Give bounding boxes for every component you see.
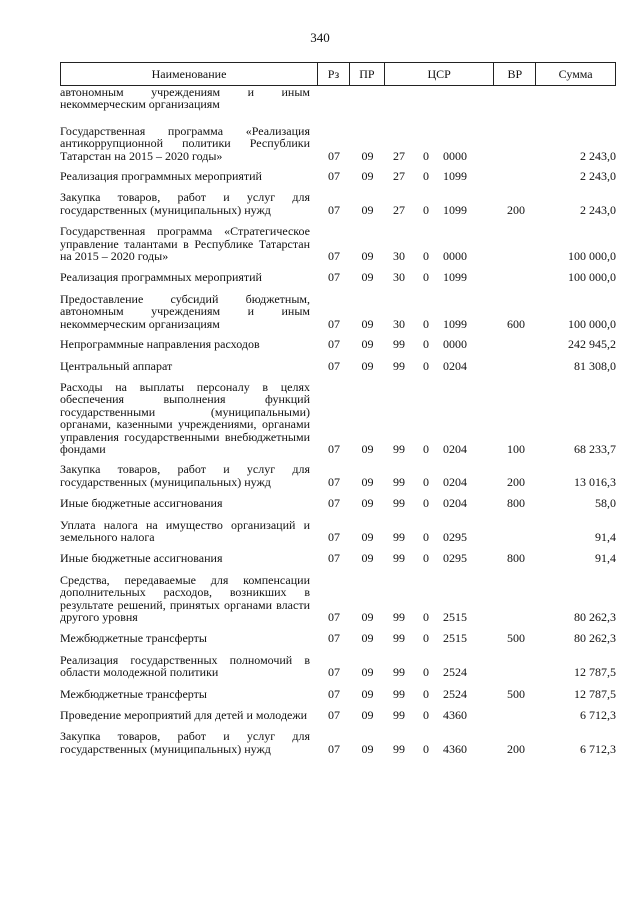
row-pr: 09 — [361, 358, 374, 373]
row-name: Реализация программных мероприятий — [60, 169, 262, 184]
row-sum: 68 233,7 — [574, 441, 616, 456]
row-name: Предоставление субсидий бюджетным, автономным учреждениям и иным некоммерческим организациям — [60, 291, 310, 331]
header-vr: ВР — [494, 63, 536, 85]
row-rz: 07 — [328, 474, 340, 489]
row-csr-code: 0204 — [443, 358, 467, 373]
header-csr: ЦСР — [385, 63, 495, 85]
row-vr: 200 — [507, 474, 525, 489]
row-pr: 09 — [361, 474, 374, 489]
row-name: Центральный аппарат — [60, 358, 173, 373]
row-csr-code: 0000 — [443, 148, 467, 163]
row-name: Государственная программа «Стратегическое управление талантами в Республике Татарстан на 2015 – 2020 годы» — [60, 224, 310, 264]
header-rz: Рз — [318, 63, 350, 85]
row-pr: 09 — [361, 741, 374, 756]
row-csr-sub: 0 — [423, 551, 429, 566]
row-name: автономным учреждениям и иным некоммерческим организациям — [60, 85, 310, 112]
table-row — [60, 654, 616, 679]
row-csr-program: 99 — [393, 686, 405, 701]
table-row — [60, 730, 616, 755]
row-csr-sub: 0 — [423, 270, 429, 285]
row-sum: 80 262,3 — [574, 610, 616, 624]
row-sum: 6 712,3 — [580, 741, 616, 756]
row-sum: 2 243,0 — [580, 148, 616, 163]
row-sum: 6 712,3 — [580, 708, 616, 723]
row-csr-code: 0000 — [443, 337, 467, 352]
row-pr: 09 — [361, 551, 374, 566]
table-row — [60, 688, 616, 700]
row-vr: 100 — [507, 441, 525, 456]
row-pr: 09 — [361, 270, 374, 285]
row-csr-sub: 0 — [423, 202, 429, 217]
row-vr: 200 — [507, 202, 525, 217]
row-name: Межбюджетные трансферты — [60, 686, 207, 701]
row-pr: 09 — [361, 337, 374, 352]
row-name: Проведение мероприятий для детей и молодежи — [60, 708, 308, 723]
row-name: Расходы на выплаты персоналу в целях обеспечения выполнения функций государственными (муниципальными) органами, казенными учреждениями, органами управления государственными внебюджетными фондами — [60, 379, 310, 456]
row-csr-program: 99 — [393, 337, 405, 352]
row-vr: 800 — [507, 551, 525, 566]
row-csr-sub: 0 — [423, 316, 429, 331]
row-sum: 100 000,0 — [568, 316, 616, 331]
row-csr-code: 4360 — [443, 708, 467, 723]
row-rz: 07 — [328, 337, 340, 352]
table-row — [60, 709, 616, 721]
row-csr-sub: 0 — [423, 148, 429, 163]
row-csr-code: 0204 — [443, 474, 467, 489]
row-pr: 09 — [361, 202, 374, 217]
table-row — [60, 170, 616, 182]
row-rz: 07 — [328, 441, 340, 456]
row-csr-code: 0204 — [443, 441, 467, 456]
row-pr: 09 — [361, 708, 374, 723]
row-sum: 242 945,2 — [568, 337, 616, 352]
row-csr-program: 30 — [393, 270, 405, 285]
row-csr-program: 99 — [393, 474, 405, 489]
table-row — [60, 125, 616, 162]
row-rz: 07 — [328, 686, 340, 701]
row-rz: 07 — [328, 741, 340, 756]
row-vr: 800 — [507, 496, 525, 511]
header-sum: Сумма — [558, 66, 593, 81]
row-sum: 80 262,3 — [574, 631, 616, 646]
row-name: Иные бюджетные ассигнования — [60, 551, 223, 566]
row-csr-sub: 0 — [423, 496, 429, 511]
row-csr-sub: 0 — [423, 337, 429, 352]
row-csr-code: 1099 — [443, 169, 467, 184]
row-rz: 07 — [328, 610, 340, 624]
page-number: 340 — [310, 30, 330, 45]
row-pr: 09 — [361, 441, 374, 456]
row-csr-code: 1099 — [443, 270, 467, 285]
row-csr-code: 0295 — [443, 551, 467, 566]
row-csr-program: 99 — [393, 610, 405, 624]
row-rz: 07 — [328, 249, 340, 264]
row-csr-sub: 0 — [423, 529, 429, 544]
row-csr-program: 99 — [393, 631, 405, 646]
row-csr-code: 1099 — [443, 316, 467, 331]
row-csr-code: 2515 — [443, 610, 467, 624]
table-body — [60, 86, 616, 755]
table-row — [60, 271, 616, 283]
table-row — [60, 293, 616, 330]
table-row — [60, 191, 616, 216]
table-row — [60, 552, 616, 564]
row-csr-sub: 0 — [423, 631, 429, 646]
row-csr-program: 27 — [393, 169, 405, 184]
row-pr: 09 — [361, 249, 374, 264]
header-name: Наименование — [61, 63, 318, 85]
row-name: Закупка товаров, работ и услуг для государственных (муниципальных) нужд — [60, 190, 310, 217]
row-rz: 07 — [328, 358, 340, 373]
row-csr-code: 2515 — [443, 631, 467, 646]
row-rz: 07 — [328, 665, 340, 680]
row-csr-program: 99 — [393, 441, 405, 456]
row-sum: 2 243,0 — [580, 169, 616, 184]
row-csr-sub: 0 — [423, 169, 429, 184]
row-rz: 07 — [328, 708, 340, 723]
row-csr-code: 0204 — [443, 496, 467, 511]
row-csr-sub: 0 — [423, 665, 429, 680]
row-rz: 07 — [328, 270, 340, 285]
table-row — [60, 360, 616, 372]
row-csr-code: 4360 — [443, 741, 467, 756]
row-sum: 12 787,5 — [574, 665, 616, 680]
row-csr-sub: 0 — [423, 610, 429, 624]
table-row — [60, 86, 616, 111]
row-csr-code: 2524 — [443, 665, 467, 680]
row-csr-sub: 0 — [423, 249, 429, 264]
row-sum: 91,4 — [595, 529, 616, 544]
row-name: Реализация программных мероприятий — [60, 270, 262, 285]
table-row — [60, 381, 616, 455]
row-pr: 09 — [361, 148, 374, 163]
row-pr: 09 — [361, 496, 374, 511]
row-csr-program: 99 — [393, 708, 405, 723]
row-rz: 07 — [328, 529, 340, 544]
row-vr: 500 — [507, 631, 525, 646]
row-name: Иные бюджетные ассигнования — [60, 496, 223, 511]
row-csr-program: 30 — [393, 249, 405, 264]
row-csr-sub: 0 — [423, 358, 429, 373]
row-csr-sub: 0 — [423, 708, 429, 723]
row-csr-program: 99 — [393, 665, 405, 680]
row-vr: 600 — [507, 316, 525, 331]
row-pr: 09 — [361, 610, 374, 624]
row-csr-program: 27 — [393, 202, 405, 217]
row-name: Закупка товаров, работ и услуг для государственных (муниципальных) нужд — [60, 462, 310, 489]
row-vr: 500 — [507, 686, 525, 701]
row-name: Уплата налога на имущество организаций и земельного налога — [60, 517, 310, 544]
row-csr-program: 27 — [393, 148, 405, 163]
row-name: Непрограммные направления расходов — [60, 337, 260, 352]
row-pr: 09 — [361, 665, 374, 680]
header-pr: ПР — [350, 63, 385, 85]
table-header — [60, 62, 616, 86]
row-csr-code: 0295 — [443, 529, 467, 544]
row-csr-sub: 0 — [423, 441, 429, 456]
row-vr: 200 — [507, 741, 525, 756]
row-csr-program: 30 — [393, 316, 405, 331]
row-rz: 07 — [328, 169, 340, 184]
table-row — [60, 497, 616, 509]
row-csr-sub: 0 — [423, 741, 429, 756]
row-pr: 09 — [361, 529, 374, 544]
row-rz: 07 — [328, 148, 340, 163]
row-name: Средства, передаваемые для компенсации дополнительных расходов, возникших в результате решений, принятых органами власти другого уровня — [60, 572, 310, 624]
row-pr: 09 — [361, 169, 374, 184]
row-csr-program: 99 — [393, 551, 405, 566]
table-row — [60, 338, 616, 350]
row-csr-code: 1099 — [443, 202, 467, 217]
table-row — [60, 519, 616, 544]
row-csr-program: 99 — [393, 741, 405, 756]
row-csr-program: 99 — [393, 496, 405, 511]
row-csr-code: 0000 — [443, 249, 467, 264]
table-row — [60, 632, 616, 644]
row-name: Закупка товаров, работ и услуг для государственных (муниципальных) нужд — [60, 729, 310, 756]
row-sum: 2 243,0 — [580, 202, 616, 217]
row-pr: 09 — [361, 631, 374, 646]
row-sum: 100 000,0 — [568, 270, 616, 285]
row-rz: 07 — [328, 202, 340, 217]
row-name: Межбюджетные трансферты — [60, 631, 207, 646]
row-rz: 07 — [328, 496, 340, 511]
row-name: Реализация государственных полномочий в области молодежной политики — [60, 652, 310, 680]
table-row — [60, 463, 616, 488]
table-row — [60, 574, 616, 624]
row-rz: 07 — [328, 631, 340, 646]
row-sum: 100 000,0 — [568, 249, 616, 264]
row-csr-sub: 0 — [423, 474, 429, 489]
row-sum: 13 016,3 — [574, 474, 616, 489]
row-csr-program: 99 — [393, 358, 405, 373]
table-row — [60, 225, 616, 262]
row-sum: 12 787,5 — [574, 686, 616, 701]
row-sum: 91,4 — [595, 551, 616, 566]
row-name: Государственная программа «Реализация антикоррупционной политики Республики Татарстан на 2015 – 2020 годы» — [60, 123, 310, 163]
row-pr: 09 — [361, 686, 374, 701]
row-rz: 07 — [328, 551, 340, 566]
row-rz: 07 — [328, 316, 340, 331]
row-pr: 09 — [361, 316, 374, 331]
row-sum: 81 308,0 — [574, 358, 616, 373]
row-csr-program: 99 — [393, 529, 405, 544]
row-csr-code: 2524 — [443, 686, 467, 701]
row-csr-sub: 0 — [423, 686, 429, 701]
row-sum: 58,0 — [595, 496, 616, 511]
